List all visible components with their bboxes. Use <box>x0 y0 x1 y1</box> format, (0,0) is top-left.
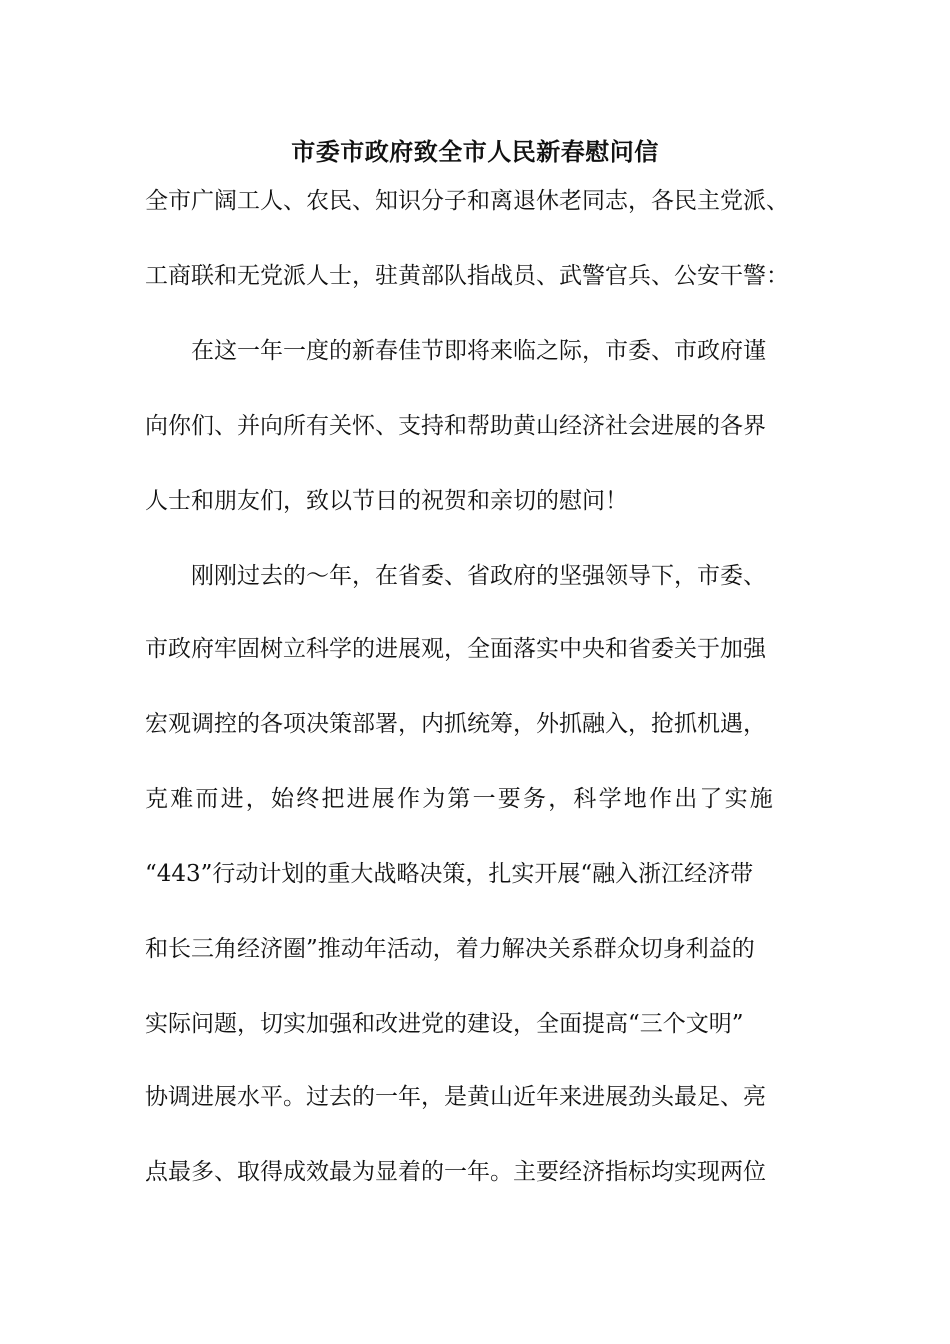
document-title: 市委市政府致全市人民新春慰问信 <box>291 137 659 166</box>
body-line: 在这一年一度的新春佳节即将来临之际，市委、市政府谨 <box>145 338 766 364</box>
body-line: 点最多、取得成效最为显着的一年。主要经济指标均实现两位 <box>145 1159 766 1185</box>
body-line: “443”行动计划的重大战略决策，扎实开展“融入浙江经济带 <box>145 861 754 887</box>
body-line: 向你们、并向所有关怀、支持和帮助黄山经济社会进展的各界 <box>145 413 766 439</box>
body-line: 刚刚过去的～年，在省委、省政府的坚强领导下，市委、 <box>145 563 766 589</box>
body-line: 协调进展水平。过去的一年，是黄山近年来进展劲头最足、亮 <box>145 1084 766 1110</box>
body-line: 工商联和无党派人士，驻黄部队指战员、武警官兵、公安干警： <box>145 263 789 289</box>
body-line: 和长三角经济圈”推动年活动，着力解决关系群众切身利益的 <box>145 936 755 962</box>
body-line: 市政府牢固树立科学的进展观，全面落实中央和省委关于加强 <box>145 636 766 662</box>
body-line: 克难而进，始终把进展作为第一要务，科学地作出了实施 <box>145 786 775 812</box>
body-line: 实际问题，切实加强和改进党的建设，全面提高“三个文明” <box>145 1011 744 1037</box>
body-line: 人士和朋友们，致以节日的祝贺和亲切的慰问！ <box>145 488 628 514</box>
body-line: 全市广阔工人、农民、知识分子和离退休老同志，各民主党派、 <box>145 188 789 214</box>
body-line: 宏观调控的各项决策部署，内抓统筹，外抓融入，抢抓机遇， <box>145 711 766 737</box>
